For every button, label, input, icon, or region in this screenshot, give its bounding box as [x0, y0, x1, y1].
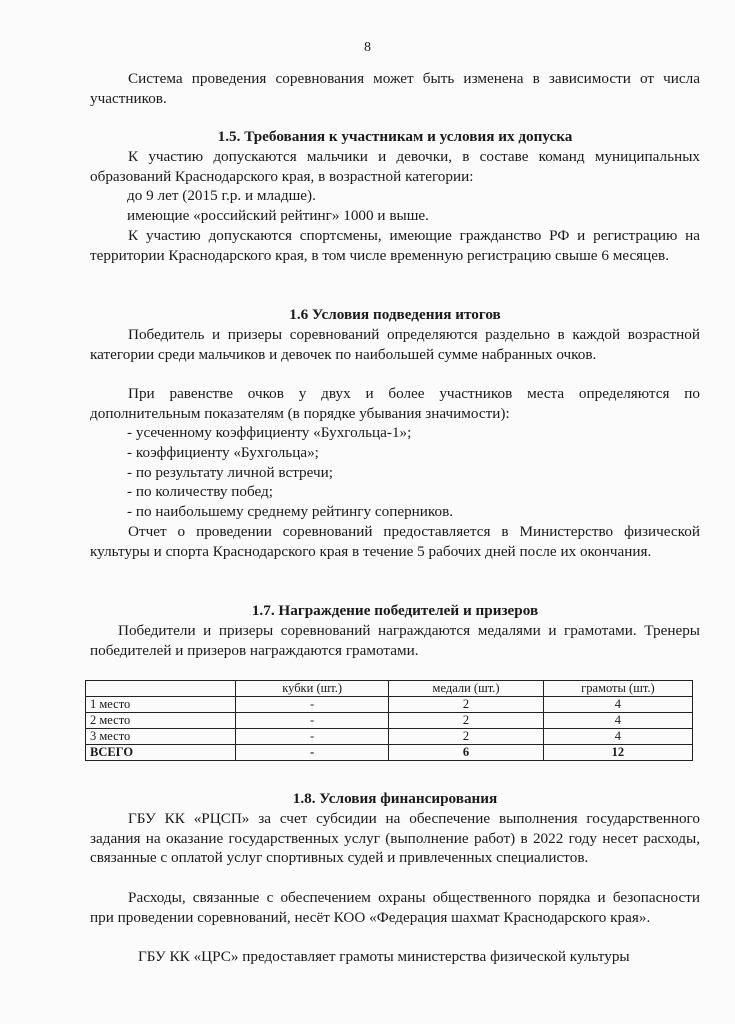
table-cell: -: [236, 697, 389, 713]
table-cell: 1 место: [86, 697, 236, 713]
table-row: [86, 713, 693, 729]
table-header-row: [86, 681, 693, 697]
intro-paragraph: Система проведения соревнования может быть изменена в зависимости от числа участников.: [90, 70, 700, 107]
table-cell: ВСЕГО: [86, 745, 236, 761]
table-cell: -: [236, 745, 389, 761]
table-header-cell: кубки (шт.): [236, 681, 389, 697]
section-1-5-paragraph-2: К участию допускаются спортсмены, имеющие гражданство РФ и регистрацию на территории Краснодарского края, в том числе временную регистрацию свыше 6 месяцев.: [90, 227, 700, 264]
section-1-5-paragraph-1: К участию допускаются мальчики и девочки, в составе команд муниципальных образований Краснодарского края, в возрастной категории:: [90, 148, 700, 185]
section-1-5-line-1: до 9 лет (2015 г.р. и младше).: [127, 187, 316, 204]
table-cell: 2: [389, 713, 544, 729]
table-total-row: [86, 745, 693, 761]
list-item: - усеченному коэффициенту «Бухгольца-1»;: [127, 424, 412, 441]
list-item: - по результату личной встречи;: [127, 464, 334, 481]
section-1-6-paragraph-1: Победитель и призеры соревнований определяются раздельно в каждой возрастной категории среди мальчиков и девочек по наибольшей сумме набранных очков.: [90, 326, 700, 363]
page-number: 8: [364, 40, 371, 55]
table-row: [86, 697, 693, 713]
section-1-8-paragraph-3: ГБУ КК «ЦРС» предоставляет грамоты министерства физической культуры: [138, 948, 630, 965]
table-header-cell: [86, 681, 236, 697]
table-row: [86, 729, 693, 745]
list-item: - по наибольшему среднему рейтингу соперников.: [127, 503, 454, 520]
table-cell: 2: [389, 729, 544, 745]
section-1-5-heading: 1.5. Требования к участникам и условия их допуска: [217, 128, 573, 145]
table-cell: 12: [543, 745, 692, 761]
table-cell: 4: [543, 697, 692, 713]
table-cell: 2 место: [86, 713, 236, 729]
table-cell: 3 место: [86, 729, 236, 745]
table-header-cell: медали (шт.): [389, 681, 544, 697]
section-1-7-paragraph-1: Победители и призеры соревнований награждаются медалями и грамотами. Тренеры победителей и призеров награждаются грамотами.: [90, 622, 700, 659]
section-1-8-heading: 1.8. Условия финансирования: [292, 790, 498, 807]
table-cell: -: [236, 729, 389, 745]
table-cell: 6: [389, 745, 544, 761]
section-1-8-paragraph-2: Расходы, связанные с обеспечением охраны общественного порядка и безопасности при проведении соревнований, несёт КОО «Федерация шахмат Краснодарского края».: [90, 889, 700, 926]
table-cell: 4: [543, 713, 692, 729]
list-item: - коэффициенту «Бухгольца»;: [127, 444, 319, 461]
awards-table: [85, 680, 693, 761]
section-1-8-paragraph-1: ГБУ КК «РЦСП» за счет субсидии на обеспечение выполнения государственного задания на оказание государственных услуг (выполнение работ) в 2022 году несет расходы, связанные с оплатой услуг спортивных судей и привлеченных специалистов.: [90, 810, 700, 866]
list-item: - по количеству побед;: [127, 483, 273, 500]
table-header-cell: грамоты (шт.): [543, 681, 692, 697]
section-1-6-paragraph-2: При равенстве очков у двух и более участников места определяются по дополнительным показателям (в порядке убывания значимости):: [90, 385, 700, 422]
section-1-7-heading: 1.7. Награждение победителей и призеров: [251, 602, 539, 619]
table-cell: 2: [389, 697, 544, 713]
section-1-6-paragraph-3: Отчет о проведении соревнований предоставляется в Министерство физической культуры и спорта Краснодарского края в течение 5 рабочих дней после их окончания.: [90, 523, 700, 560]
table-cell: -: [236, 713, 389, 729]
section-1-6-heading: 1.6 Условия подведения итогов: [289, 306, 501, 323]
section-1-5-line-2: имеющие «российский рейтинг» 1000 и выше.: [127, 207, 429, 224]
table-cell: 4: [543, 729, 692, 745]
